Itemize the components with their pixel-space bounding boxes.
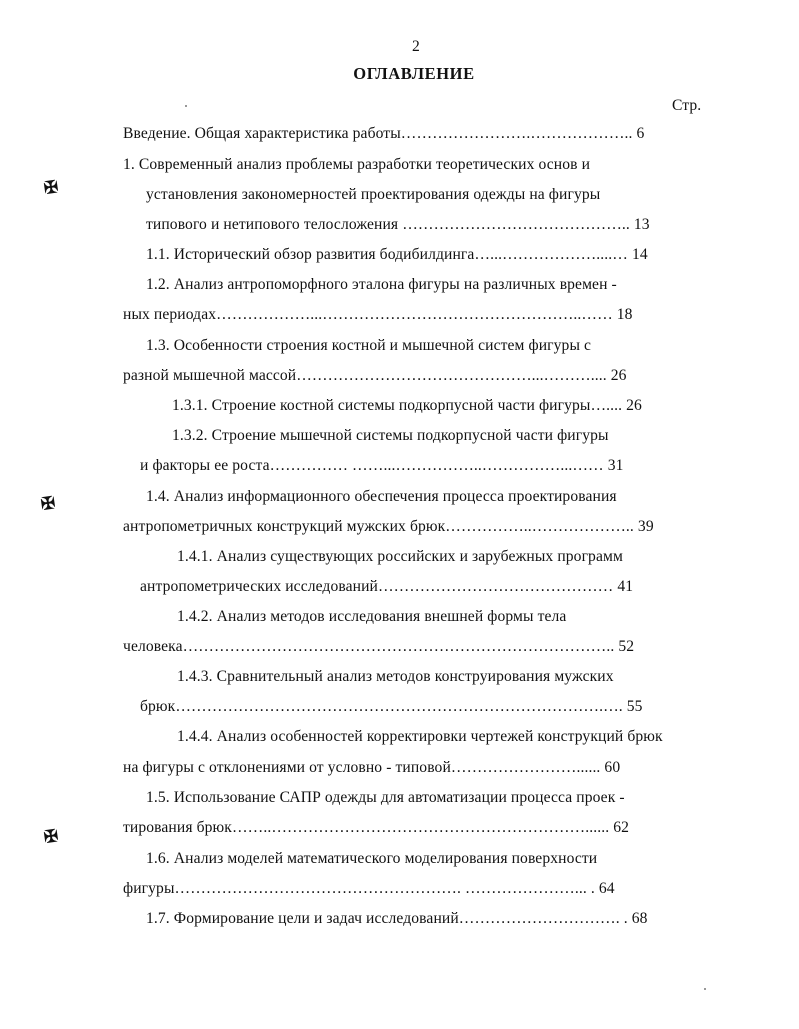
toc-line: антропометрических исследований……………………………………… 41	[140, 578, 634, 595]
scan-speck	[185, 105, 187, 107]
toc-line: 1.3.1. Строение костной системы подкорпусной части фигуры….... 26	[172, 397, 642, 414]
toc-line: 1.4.2. Анализ методов исследования внешней формы тела	[177, 608, 567, 625]
toc-line: фигуры………………………………………………. …………………... . 64	[123, 880, 615, 897]
toc-line: тирования брюк……..……………………………………………………...... 62	[123, 819, 629, 836]
toc-line: 1. Современный анализ проблемы разработки теоретических основ и	[123, 156, 591, 173]
toc-line: человека……………………………………………………………………….. 52	[123, 638, 635, 655]
page-number: 2	[412, 38, 420, 55]
margin-mark-icon: ✠	[42, 177, 60, 198]
toc-line: 1.5. Использование САПР одежды для автоматизации процесса проек -	[146, 789, 625, 806]
toc-line: 1.4.3. Сравнительный анализ методов конструирования мужских	[177, 668, 614, 685]
toc-line: 1.3. Особенности строения костной и мышечной систем фигуры с	[146, 337, 592, 354]
margin-mark-icon: ✠	[39, 493, 57, 514]
toc-line: 1.4.1. Анализ существующих российских и зарубежных программ	[177, 548, 623, 565]
toc-line: Введение. Общая характеристика работы…………………….……………….. 6	[123, 125, 645, 142]
toc-line: установления закономерностей проектирования одежды на фигуры	[146, 186, 601, 203]
toc-line: на фигуры с отклонениями от условно - типовой……………………...... 60	[123, 759, 621, 776]
toc-line: типового и нетипового телосложения …………………………………….. 13	[146, 216, 650, 233]
toc-line: 1.7. Формирование цели и задач исследований…………………………. . 68	[146, 910, 648, 927]
toc-line: брюк……………………………………………………………………….…. 55	[140, 698, 643, 715]
toc-line: 1.4.4. Анализ особенностей корректировки чертежей конструкций брюк	[177, 728, 663, 745]
margin-mark-icon: ✠	[42, 826, 60, 847]
toc-line: разной мышечной массой………………………………………...……….... 26	[123, 367, 627, 384]
toc-line: 1.2. Анализ антропоморфного эталона фигуры на различных времен -	[146, 276, 617, 293]
toc-line: 1.6. Анализ моделей математического моделирования поверхности	[146, 850, 598, 867]
scan-speck	[704, 988, 706, 990]
toc-line: и факторы ее роста…………… ……...……………..……………...…… 31	[140, 457, 624, 474]
page-column-label: Стр.	[672, 97, 702, 114]
toc-line: ных периодах………………...…………………………………………..…… 18	[123, 306, 633, 323]
toc-line: 1.4. Анализ информационного обеспечения процесса проектирования	[146, 488, 617, 505]
toc-line: 1.3.2. Строение мышечной системы подкорпусной части фигуры	[172, 427, 609, 444]
page-title: ОГЛАВЛЕНИЕ	[353, 64, 475, 83]
toc-line: антропометричных конструкций мужских брюк……………..……………….. 39	[123, 518, 654, 535]
toc-line: 1.1. Исторический обзор развития бодибилдинга…...………………....… 14	[146, 246, 648, 263]
